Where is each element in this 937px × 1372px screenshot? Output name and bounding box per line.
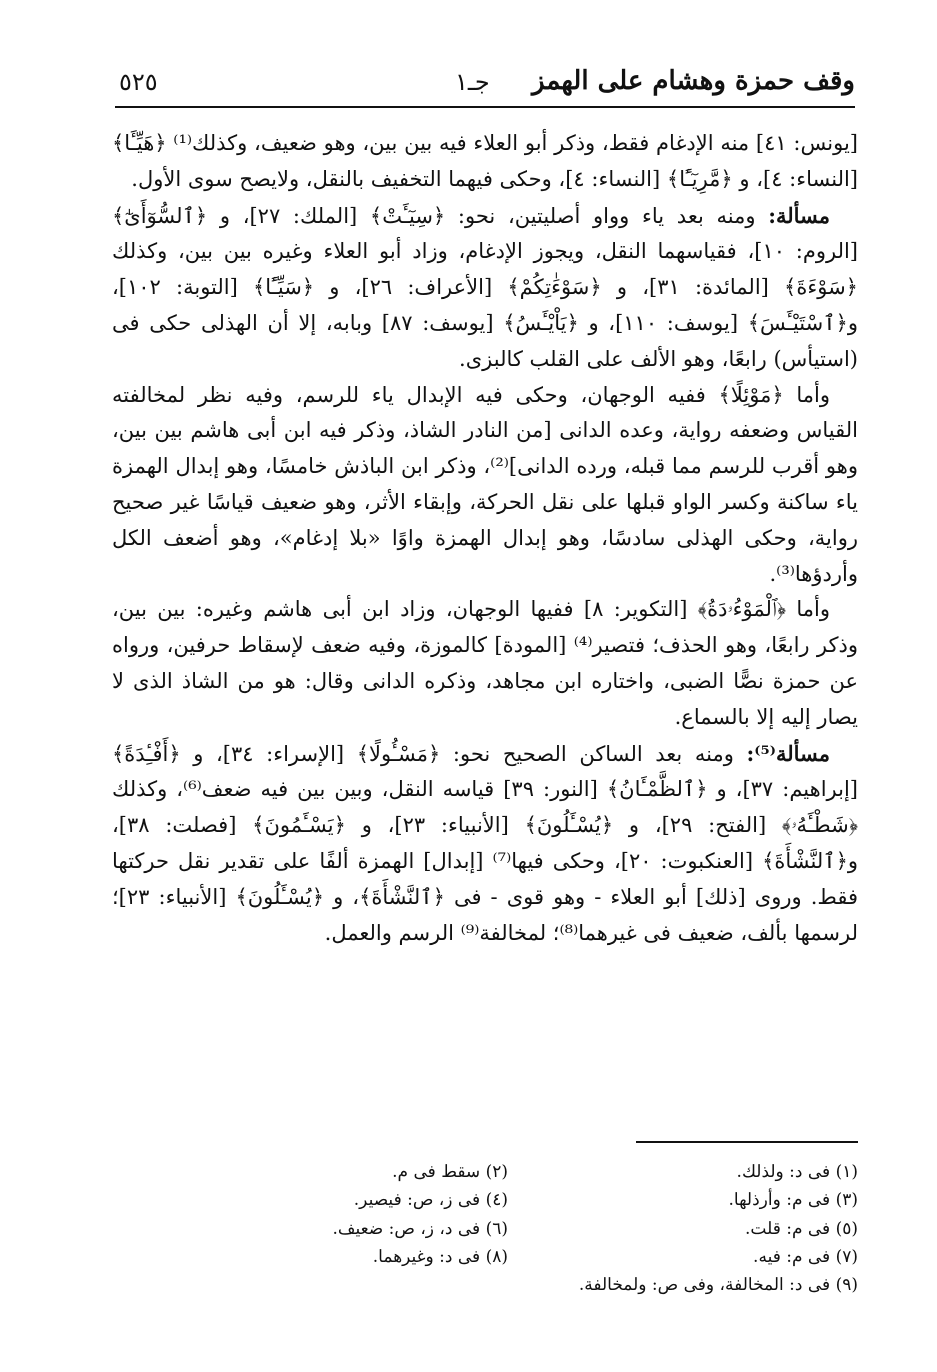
- paragraph-4: وأما ﴿ٱلْمَوْءُۥدَةُ﴾ [التكوير: ٨] ففيها الوجهان، وزاد ابن أبى هاشم وغيره: بين بين، وذكر رابعًا، وهو الحذف؛ فتصير⁽⁴⁾ [المودة] كالموزة، وفيه ضعف لإسقاط حرفين، ورواه عن حمزة نصًّا الضبى، واختاره ابن مجاهد، وذكره الدانى وقال: هو من الشاذ الذى لا يصار إليه إلا بالسماع.: [112, 597, 858, 729]
- footnote-row: [112, 1243, 858, 1271]
- paragraph-2-text: ومنه بعد ياء وواو أصليتين، نحو: ﴿سِيٓـَٔتْ﴾ [الملك: ٢٧]، و ﴿ٱلسُّوٓأَىٰٓ﴾ [الروم: ١٠]، فقياسهما النقل، ويجوز الإدغام، وزاد أبو العلاء وغيره بين بين، وكذلك ﴿سَوْءَةَ﴾ [المائدة: ٣١]، و ﴿سَوْءَٰتِكُمْ﴾ [الأعراف: ٢٦]، و ﴿سَيِّـًٔا﴾ [التوبة: ١٠٢]، و﴿ٱسْتَيْـَٔسَ﴾ [يوسف: ١١٠]، و ﴿يَاْيْـَٔسُ﴾ [يوسف: ٨٧] وبابه، إلا أن الهذلى حكى فى (استيأس) رابعًا، وهو الألف على القلب كالبزى.: [112, 203, 859, 371]
- page-header: [115, 64, 855, 108]
- issue-label: مسألة:: [768, 202, 830, 228]
- paragraph-2: [112, 198, 858, 378]
- footnotes: [112, 1158, 858, 1299]
- footnote-9: (٩) فى د: المخالفة، وفى ص: ولمخالفة.: [578, 1275, 858, 1296]
- footnote-3: (٣) فى م: وأرذلها.: [728, 1190, 858, 1211]
- footnote-2: (٢) سقط فى م.: [392, 1162, 508, 1182]
- main-text: [112, 126, 858, 951]
- footnote-divider: [636, 1141, 858, 1143]
- footnote-8: (٨) فى د: وغيرهما.: [372, 1246, 508, 1267]
- page-number: ٥٢٥: [119, 68, 158, 96]
- footnote-row: [112, 1271, 858, 1299]
- footnote-6: (٦) فى د، ز، ص: ضعيف.: [332, 1218, 508, 1239]
- footnote-row: [112, 1158, 858, 1186]
- footnote-1: (١) فى د: ولذلك.: [736, 1162, 858, 1182]
- footnote-row: [112, 1215, 858, 1243]
- running-title: وقف حمزة وهشام على الهمز: [532, 66, 855, 96]
- paragraph-5: [112, 736, 858, 952]
- paragraph-5-text: ومنه بعد الساكن الصحيح نحو: ﴿مَسْـُٔولًا﴾ [الإسراء: ٣٤]، و ﴿أَفْـِٔدَةً﴾ [إبراهيم: ٣٧]، و ﴿ٱلظَّمْـَٔانُ﴾ [النور: ٣٩] قياسه النقل، وبين بين فيه ضعف⁽⁶⁾، وكذلك ﴿شَطْـَٔهُۥ﴾ [الفتح: ٢٩]، و ﴿يُسْـَٔلُونَ﴾ [الأنبياء: ٢٣]، و ﴿يَسْـَٔمُونَ﴾ [فصلت: ٣٨]، و﴿ٱلنَّشْأَةَ﴾ [العنكبوت: ٢٠]، وحكى فيها⁽⁷⁾ [إبدال] الهمزة ألفًا على تقدير نقل حركتها فقط. وروى [ذلك] أبو العلاء - وهو قوى - فى ﴿ٱلنَّشْأَةَ﴾، و ﴿يُسْـَٔلُونَ﴾ [الأنبياء: ٢٣]؛ لرسمها بألف، ضعيف فى غيرهما⁽⁸⁾؛ لمخالفة⁽⁹⁾ الرسم والعمل.: [112, 741, 859, 945]
- volume-number: جـ١: [455, 68, 490, 96]
- issue-label: مسألة⁽⁵⁾:: [746, 740, 830, 766]
- paragraph-3: وأما ﴿مَوْئِلًا﴾ ففيه الوجهان، وحكى فيه الإبدال ياء للرسم، وفيه نظر لمخالفته القياس وضعفه رواية، وعده الدانى [من النادر الشاذ، وذكر فيه ابن أبى هاشم بين بين، وهو أقرب للرسم مما قبله، ورده الدانى]⁽²⁾، وذكر ابن الباذش خامسًا، وهو إبدال الهمزة ياء ساكنة وكسر الواو قبلها على نقل الحركة، وإبقاء الأثر، وهو ضعيف قياسًا غير صحيح رواية، وحكى الهذلى سادسًا، وهو إبدال الهمزة واوًا «بلا إدغام»، وهو أضعف الكل وأردؤها⁽³⁾.: [112, 382, 858, 586]
- footnote-5: (٥) فى م: قلت.: [744, 1218, 858, 1239]
- paragraph-1: [يونس: ٤١] منه الإدغام فقط، وذكر أبو العلاء فيه بين بين، وهو ضعيف، وكذلك⁽¹⁾ ﴿هَيِّـَٔا﴾ [النساء: ٤]، و ﴿مَّرِيٓـًٔا﴾ [النساء: ٤]، وحكى فيهما التخفيف بالنقل، ولايصح سوى الأول.: [112, 131, 858, 191]
- footnote-4: (٤) فى ز، ص: فيصير.: [353, 1190, 508, 1211]
- footnote-row: [112, 1186, 858, 1214]
- footnote-7: (٧) فى م: فيه.: [753, 1246, 858, 1267]
